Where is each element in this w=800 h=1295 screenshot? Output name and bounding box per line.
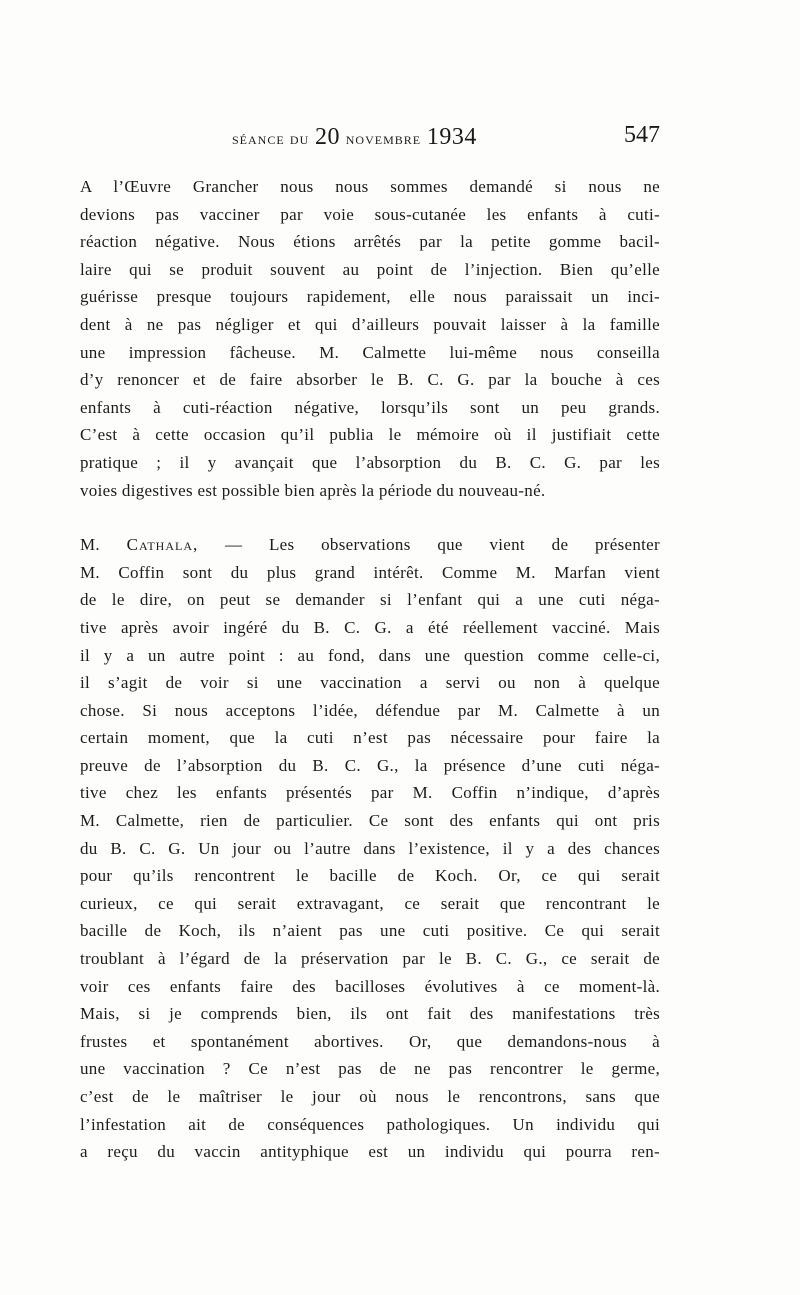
- text-line: tive après avoir ingéré du B. C. G. a été réellement vacciné. Mais: [80, 617, 660, 637]
- text-line: troublant à l’égard de la préservation par le B. C. G., ce serait de: [80, 949, 660, 969]
- text-line: réaction négative. Nous étions arrêtés par la petite gomme bacil-: [80, 232, 660, 252]
- text-line: guérisse presque toujours rapidement, elle nous paraissait un inci-: [80, 287, 660, 307]
- running-title: [232, 124, 477, 151]
- text-line: M. Calmette, rien de particulier. Ce sont des enfants qui ont pris: [80, 811, 660, 831]
- text-line: c’est de le maîtriser le jour où nous le rencontrons, sans que: [80, 1087, 660, 1106]
- page-number: 547: [624, 122, 660, 148]
- paragraph-gap: [80, 504, 660, 531]
- text-line: certain moment, que la cuti n’est pas nécessaire pour faire la: [80, 728, 660, 748]
- paragraph-2: [80, 531, 660, 1166]
- text-line: voies digestives est possible bien après la période du nouveau-né.: [80, 480, 546, 500]
- text-line: M. Coffin sont du plus grand intérêt. Comme M. Marfan vient: [80, 562, 660, 582]
- text-line: frustes et spontanément abortives. Or, que demandons-nous à: [80, 1031, 660, 1051]
- speaker-prefix: M.: [80, 535, 100, 555]
- running-title-prefix: séance du: [232, 129, 310, 148]
- text-line: une vaccination ? Ce n’est pas de ne pas rencontrer le germe,: [80, 1059, 660, 1079]
- body-text: [80, 173, 660, 1166]
- text-line: chose. Si nous acceptons l’idée, défendue par M. Calmette à un: [80, 700, 660, 720]
- speaker-line-rest: — Les observations que vient de présenter: [224, 535, 660, 555]
- text-line: bacille de Koch, ils n’aient pas une cuti positive. Ce qui serait: [80, 921, 660, 941]
- text-line: preuve de l’absorption du B. C. G., la présence d’une cuti néga-: [80, 755, 660, 775]
- running-title-year: 1934: [426, 124, 477, 150]
- text-line: il s’agit de voir si une vaccination a servi ou non à quelque: [80, 673, 660, 693]
- text-line: voir ces enfants faire des bacilloses évolutives à ce moment-là.: [80, 976, 660, 996]
- speaker-name: Cathala,: [126, 535, 199, 555]
- text-line: une impression fâcheuse. M. Calmette lui-même nous conseilla: [80, 342, 660, 362]
- text-line: Mais, si je comprends bien, ils ont fait des manifestations très: [80, 1004, 660, 1024]
- text-line: laire qui se produit souvent au point de l’injection. Bien qu’elle: [80, 259, 660, 279]
- text-line: l’infestation ait de conséquences pathologiques. Un individu qui: [80, 1114, 660, 1134]
- text-line: devions pas vacciner par voie sous-cutanée les enfants à cuti-: [80, 204, 660, 224]
- text-line: du B. C. G. Un jour ou l’autre dans l’existence, il y a des chances: [80, 838, 660, 858]
- text-line: pratique ; il y avançait que l’absorption du B. C. G. par les: [80, 452, 660, 472]
- text-line: a reçu du vaccin antityphique est un individu qui pourra ren-: [80, 1142, 660, 1162]
- text-line: curieux, ce qui serait extravagant, ce serait que rencontrant le: [80, 893, 660, 913]
- text-line: pour qu’ils rencontrent le bacille de Koch. Or, ce qui serait: [80, 866, 660, 886]
- text-line: d’y renoncer et de faire absorber le B. C. G. par la bouche à ces: [80, 370, 660, 390]
- text-line: tive chez les enfants présentés par M. Coffin n’indique, d’après: [80, 783, 660, 803]
- page-header: [80, 118, 660, 158]
- text-line: enfants à cuti-réaction négative, lorsqu’ils sont un peu grands.: [80, 397, 660, 417]
- speaker-line: [80, 531, 660, 559]
- text-line: A l’Œuvre Grancher nous nous sommes demandé si nous ne: [80, 177, 660, 196]
- text-line: dent à ne pas négliger et qui d’ailleurs pouvait laisser à la famille: [80, 314, 660, 334]
- running-title-month: novembre: [345, 129, 422, 148]
- text-line: de le dire, on peut se demander si l’enfant qui a une cuti néga-: [80, 590, 660, 610]
- running-title-day: 20: [315, 124, 341, 150]
- paragraph-1: [80, 173, 660, 504]
- text-line: il y a un autre point : au fond, dans une question comme celle-ci,: [80, 645, 660, 665]
- text-line: C’est à cette occasion qu’il publia le mémoire où il justifiait cette: [80, 425, 660, 445]
